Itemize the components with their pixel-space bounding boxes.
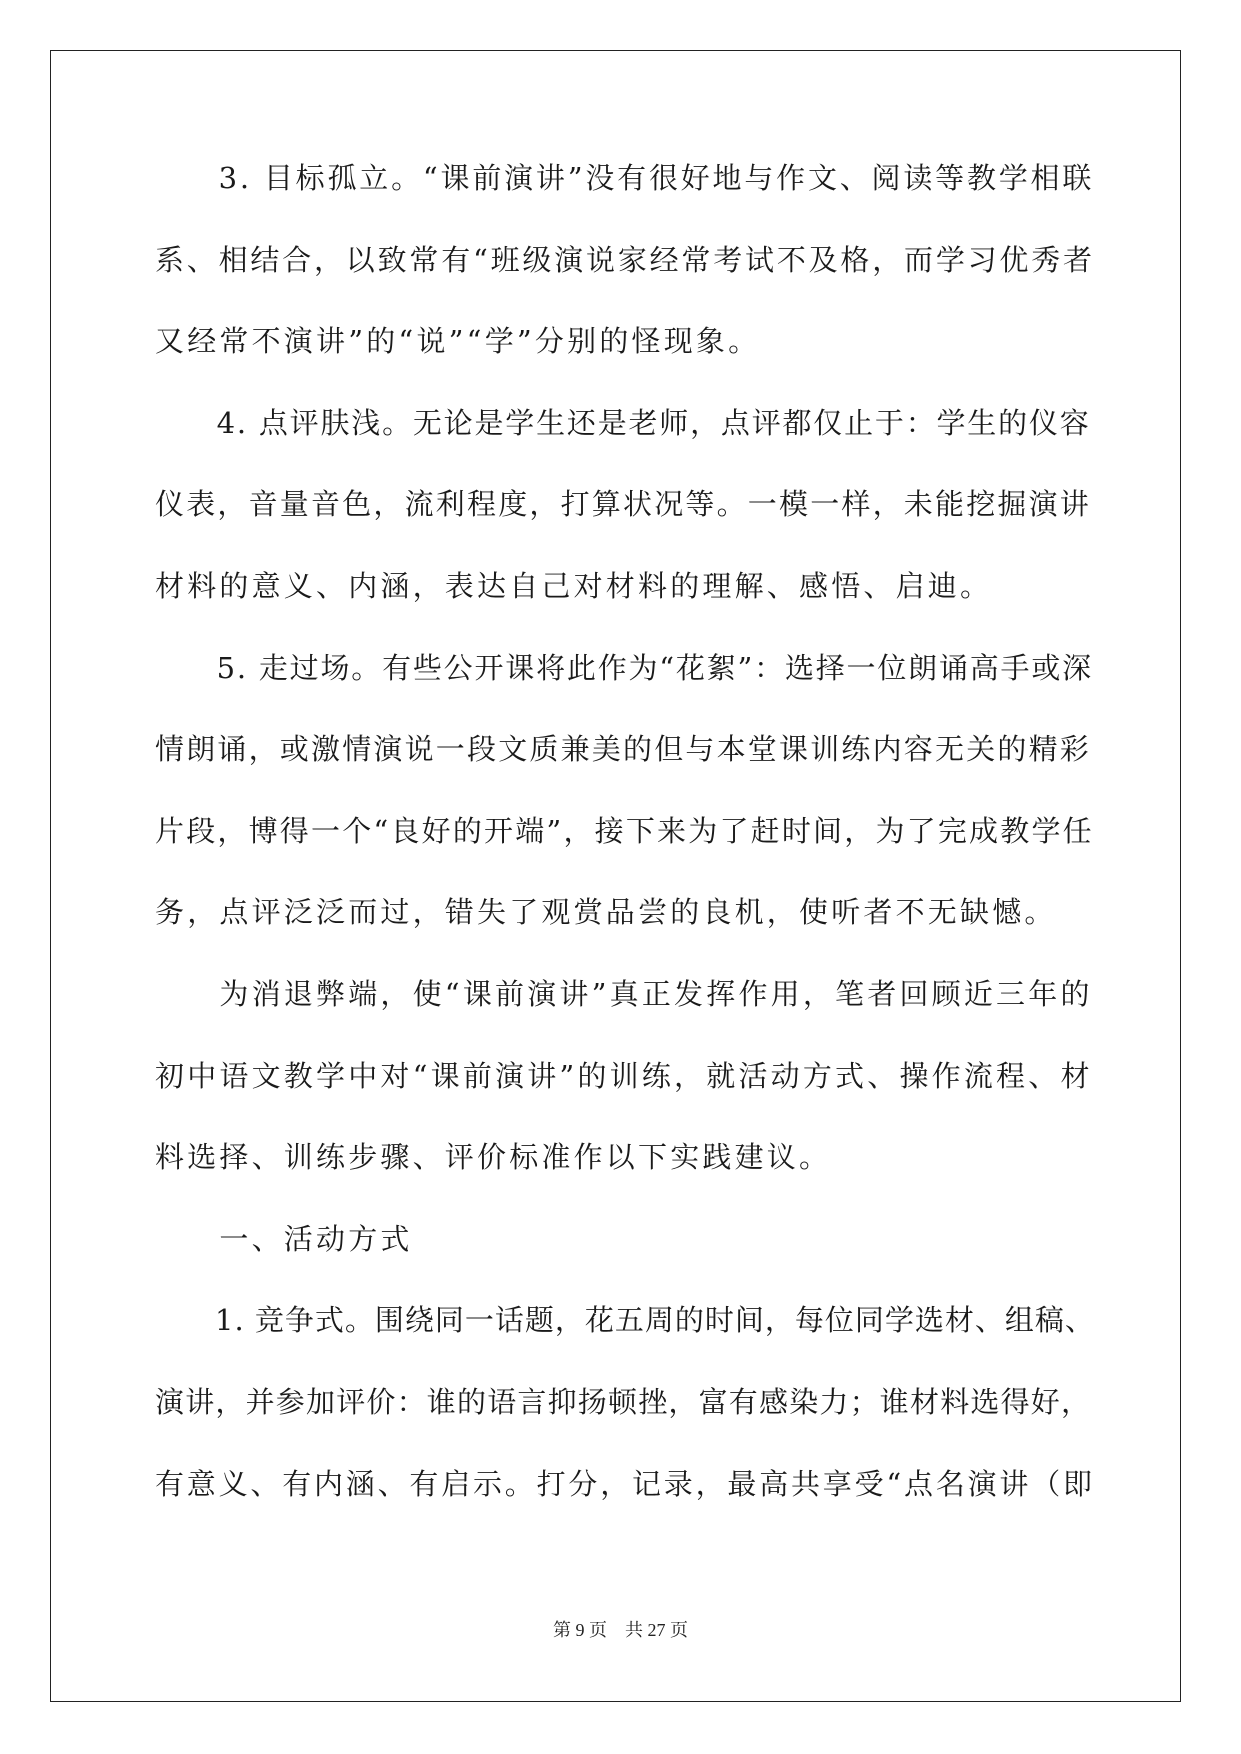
text-line: 3. 目标孤立。“课前演讲”没有很好地与作文、阅读等教学相联	[155, 161, 1095, 195]
text-line: 演讲，并参加评价：谁的语言抑扬顿挫，富有感染力；谁材料选得好，	[155, 1384, 1092, 1419]
text-line: 5. 走过场。有些公开课将此作为“花絮”：选择一位朗诵高手或深	[155, 650, 1093, 685]
text-line: 又经常不演讲”的“说”“学”分别的怪现象。	[155, 324, 761, 359]
text-line: 材料的意义、内涵，表达自己对材料的理解、感悟、启迪。	[155, 568, 993, 603]
text-line: 系、相结合，以致常有“班级演说家经常考试不及格，而学习优秀者	[155, 242, 1095, 277]
page-footer	[0, 1618, 1241, 1642]
text-line: 初中语文教学中对“课前演讲”的训练，就活动方式、操作流程、材	[155, 1058, 1093, 1093]
text-line: 料选择、训练步骤、评价标准作以下实践建议。	[155, 1140, 832, 1175]
text-line: 务，点评泛泛而过，错失了观赏品尝的良机，使听者不无缺憾。	[155, 895, 1057, 930]
text-line: 1. 竞争式。围绕同一话题，花五周的时间，每位同学选材、组稿、	[155, 1303, 1095, 1338]
text-line: 为消退弊端，使“课前演讲”真正发挥作用，笔者回顾近三年的	[155, 976, 1093, 1011]
section-heading: 一、活动方式	[155, 1221, 413, 1256]
text-line: 片段，博得一个“良好的开端”，接下来为了赶时间，为了完成教学任	[155, 813, 1094, 848]
text-line: 有意义、有内涵、有启示。打分，记录，最高共享受“点名演讲（即	[155, 1466, 1095, 1501]
text-line: 仪表，音量音色，流利程度，打算状况等。一模一样，未能挖掘演讲	[155, 487, 1092, 522]
page-number: 第 9 页 共 27 页	[553, 1620, 688, 1640]
text-line: 情朗诵，或激情演说一段文质兼美的但与本堂课训练内容无关的精彩	[155, 732, 1092, 767]
text-line: 4. 点评肤浅。无论是学生还是老师，点评都仅止于：学生的仪容	[155, 405, 1091, 440]
document-body	[155, 158, 1095, 1545]
